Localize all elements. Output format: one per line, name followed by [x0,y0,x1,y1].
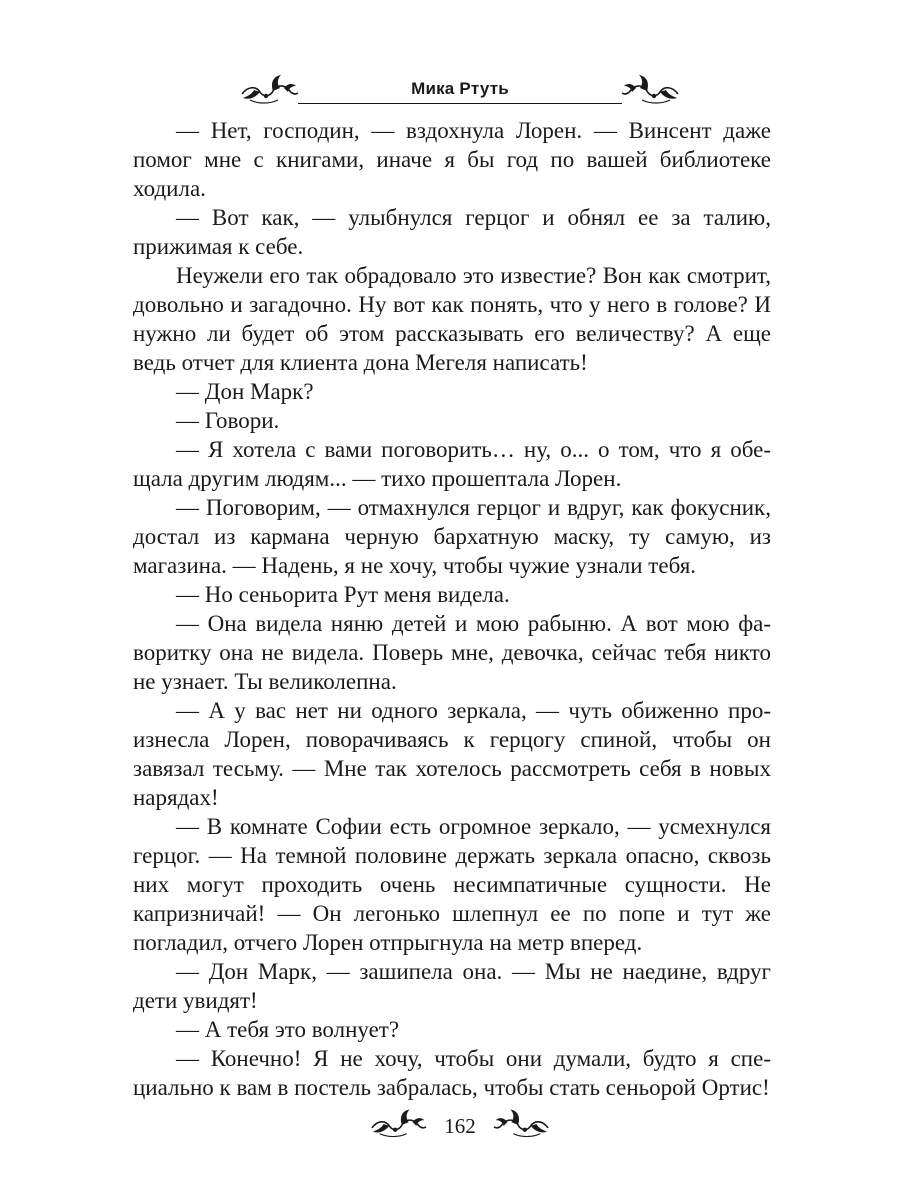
right-footer-flourish-icon [492,1108,550,1140]
paragraph: — В комнате Софии есть огромное зеркало, — усмехнулся герцог. — На темной половине держать зеркала опасно, сквозь них могут проходить очень несимпатичные сущности. Не капризничай! — Он легонько шлепнул ее по попе и тут же погладил, отчего Лорен отпрыгнула на метр вперед. [133,814,771,955]
paragraph: — Она видела няню детей и мою рабыню. А вот мою фаворитку она не видела. Поверь мне, девочка, сейчас тебя никто не узнает. Ты великолепна. [133,611,771,694]
paragraph: — А тебя это волнует? [176,1017,400,1042]
author-name: Мика Ртуть [411,79,509,98]
paragraph: — Я хотела с вами поговорить… ну, о... о том, что я обещала другим людям... — тихо прошептала Лорен. [133,437,771,491]
paragraph: — Но сеньорита Рут меня видела. [176,582,510,607]
paragraph: Неужели его так обрадовало это известие? Вон как смотрит, довольно и загадочно. Ну вот как понять, что у него в голове? И нужно ли будет об этом рассказывать его величеству? А еще ведь отчет для клиента дона Мегеля написать! [133,263,771,375]
page-number: 162 [444,1114,476,1138]
paragraph: — Конечно! Я не хочу, чтобы они думали, будто я специально к вам в постель забралась, чтобы стать сеньорой Ортис! [133,1046,771,1100]
paragraph: — Дон Марк? [176,379,314,404]
paragraph: — А у вас нет ни одного зеркала, — чуть обиженно произнесла Лорен, поворачиваясь к герцогу спиной, чтобы он завязал тесьму. — Мне так хотелось рассмотреть себя в новых нарядах! [133,698,771,810]
body-text [133,116,771,1102]
paragraph: — Нет, господин, — вздохнула Лорен. — Винсент даже помог мне с книгами, иначе я бы год по вашей библиотеке ходила. [133,118,771,201]
running-header [240,74,680,108]
paragraph: — Дон Марк, — зашипела она. — Мы не наедине, вдруг дети увидят! [133,959,771,1013]
page-footer [370,1106,550,1146]
right-header-flourish-icon [620,74,680,106]
paragraph: — Говори. [176,408,280,433]
header-rule [298,103,622,104]
paragraph: — Поговорим, — отмахнулся герцог и вдруг, как фокусник, достал из кармана черную бархатную маску, ту самую, из магазина. — Надень, я не хочу, чтобы чужие узнали тебя. [133,495,771,578]
paragraph: — Вот как, — улыбнулся герцог и обнял ее за талию, прижимая к себе. [133,205,771,259]
